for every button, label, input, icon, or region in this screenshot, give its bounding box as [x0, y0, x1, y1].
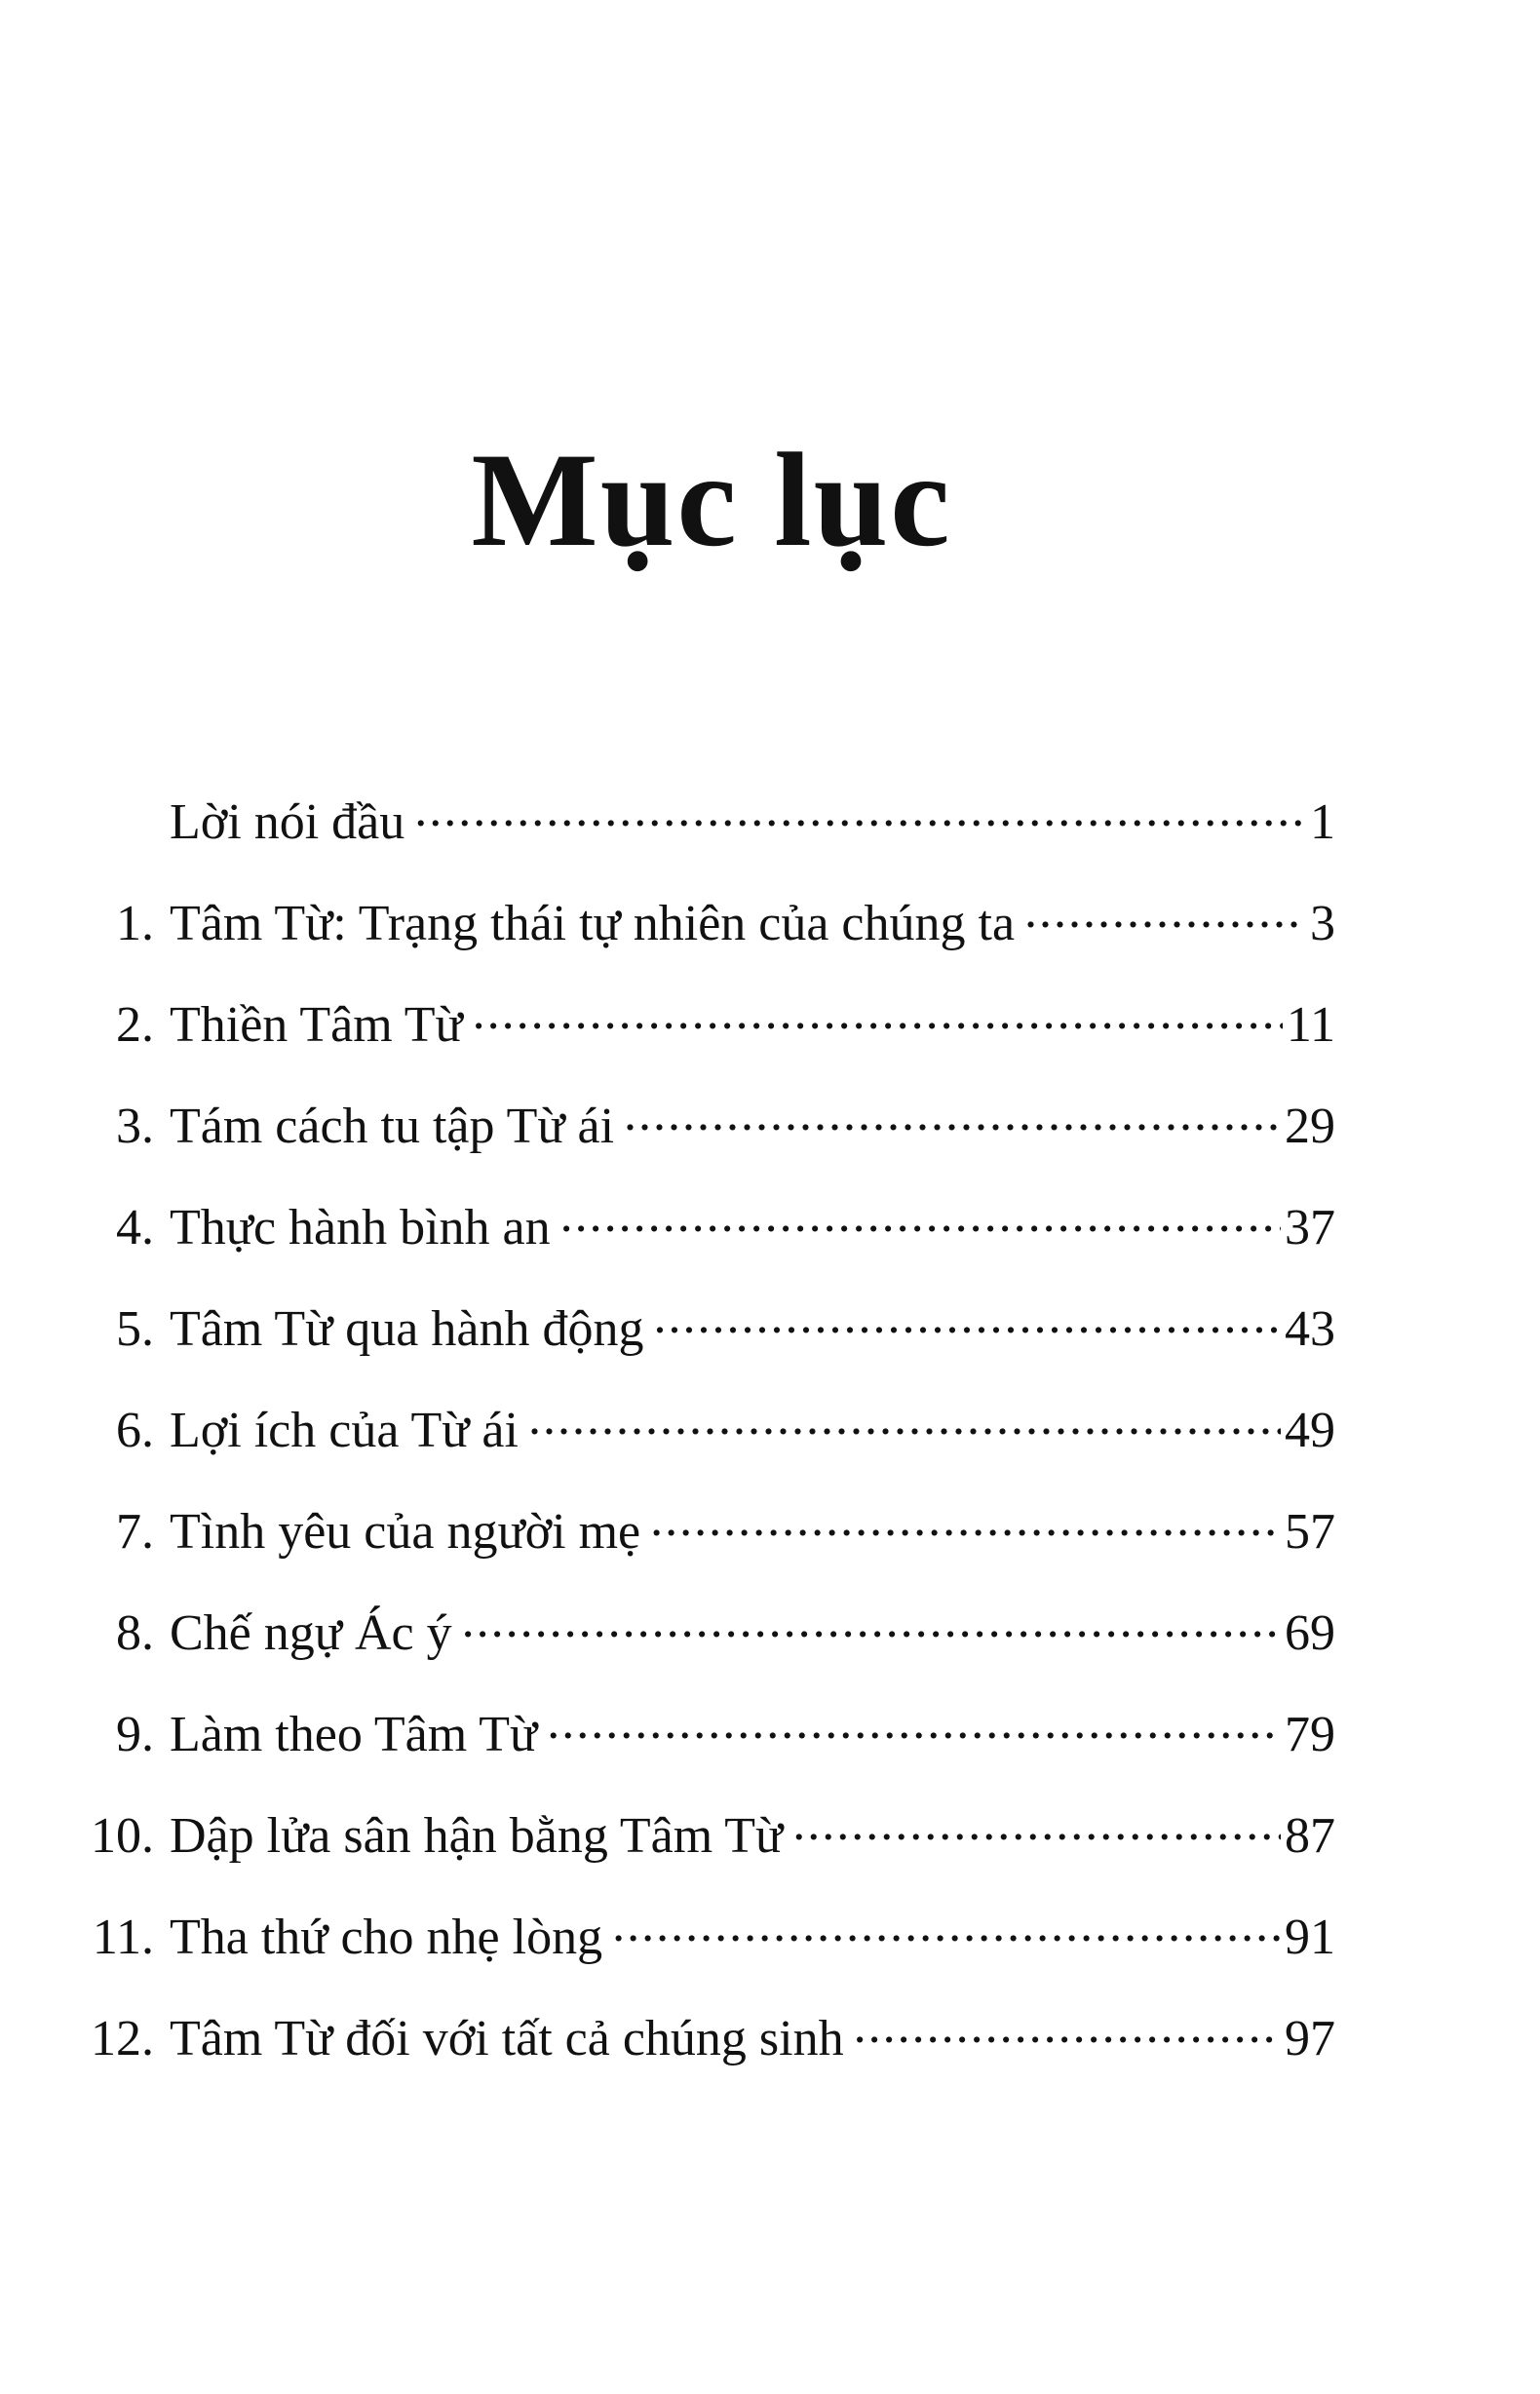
toc-entry-number: 5. [116, 1301, 154, 1357]
toc-entry [68, 975, 1335, 1076]
toc-entry [68, 1786, 1335, 1887]
toc-entry-title: Tâm Từ đối với tất cả chúng sinh [170, 2011, 844, 2066]
toc-entry-page: 91 [1285, 1910, 1335, 1965]
toc-entry-title: Thực hành bình an [170, 1200, 551, 1255]
toc-entry-number: 4. [116, 1200, 154, 1255]
toc-entry-number: 2. [116, 997, 154, 1053]
dot-leader [612, 1903, 1281, 1953]
toc-entry-page: 57 [1285, 1504, 1335, 1560]
toc-entry [68, 1178, 1335, 1279]
dot-leader [1024, 889, 1304, 940]
toc-entry-title: Tám cách tu tập Từ ái [170, 1099, 615, 1154]
toc-entry [68, 1583, 1335, 1684]
dot-leader [528, 1396, 1281, 1447]
toc-entry-page: 1 [1310, 794, 1335, 850]
toc-entry-title: Thiền Tâm Từ [170, 997, 463, 1053]
toc-entry-number: 6. [116, 1403, 154, 1458]
toc-entry-page: 11 [1286, 997, 1335, 1053]
toc-entry-title: Làm theo Tâm Từ [170, 1707, 538, 1762]
toc-entry-page: 97 [1285, 2011, 1335, 2066]
toc-entry [68, 1482, 1335, 1583]
toc-entry-page: 43 [1285, 1301, 1335, 1357]
toc-entry [68, 1887, 1335, 1989]
toc-entry-title: Chế ngự Ác ý [170, 1605, 452, 1661]
toc-entry-number: 8. [116, 1605, 154, 1661]
toc-entry-title: Tâm Từ qua hành động [170, 1301, 644, 1357]
toc-entry-page: 87 [1285, 1808, 1335, 1864]
page-title: Mục lục [471, 425, 952, 575]
toc-entry-number: 9. [116, 1707, 154, 1762]
dot-leader [560, 1193, 1281, 1244]
toc-entry-title: Lời nói đầu [170, 794, 405, 850]
toc-entry-number: 7. [116, 1504, 154, 1560]
toc-entry-page: 49 [1285, 1403, 1335, 1458]
toc-entry-page: 29 [1285, 1099, 1335, 1154]
toc-entry-page: 37 [1285, 1200, 1335, 1255]
toc-entry [68, 1279, 1335, 1380]
dot-leader [414, 788, 1304, 838]
toc-entry-title: Tình yêu của người mẹ [170, 1504, 641, 1560]
dot-leader [792, 1801, 1281, 1852]
toc-entry-page: 69 [1285, 1605, 1335, 1661]
table-of-contents [68, 772, 1335, 2090]
toc-entry-number: 12. [91, 2011, 154, 2066]
dot-leader [653, 1294, 1281, 1345]
toc-entry-page: 3 [1310, 896, 1335, 951]
dot-leader [854, 2004, 1281, 2055]
toc-entry-title: Tha thứ cho nhẹ lòng [170, 1910, 603, 1965]
dot-leader [473, 990, 1283, 1041]
dot-leader [650, 1497, 1281, 1548]
toc-entry [68, 1684, 1335, 1786]
toc-entry-number: 1. [116, 896, 154, 951]
toc-entry-number: 10. [91, 1808, 154, 1864]
dot-leader [624, 1092, 1281, 1142]
toc-entry [68, 772, 1335, 873]
toc-entry [68, 1989, 1335, 2090]
toc-entry [68, 873, 1335, 975]
toc-entry-title: Tâm Từ: Trạng thái tự nhiên của chúng ta [170, 896, 1016, 951]
toc-entry-number: 11. [92, 1910, 154, 1965]
dot-leader [547, 1700, 1281, 1751]
toc-entry-page: 79 [1285, 1707, 1335, 1762]
toc-entry [68, 1076, 1335, 1178]
toc-entry-number: 3. [116, 1099, 154, 1154]
toc-entry-title: Dập lửa sân hận bằng Tâm Từ [170, 1808, 784, 1864]
toc-entry [68, 1380, 1335, 1482]
dot-leader [462, 1599, 1281, 1649]
toc-entry-title: Lợi ích của Từ ái [170, 1403, 519, 1458]
